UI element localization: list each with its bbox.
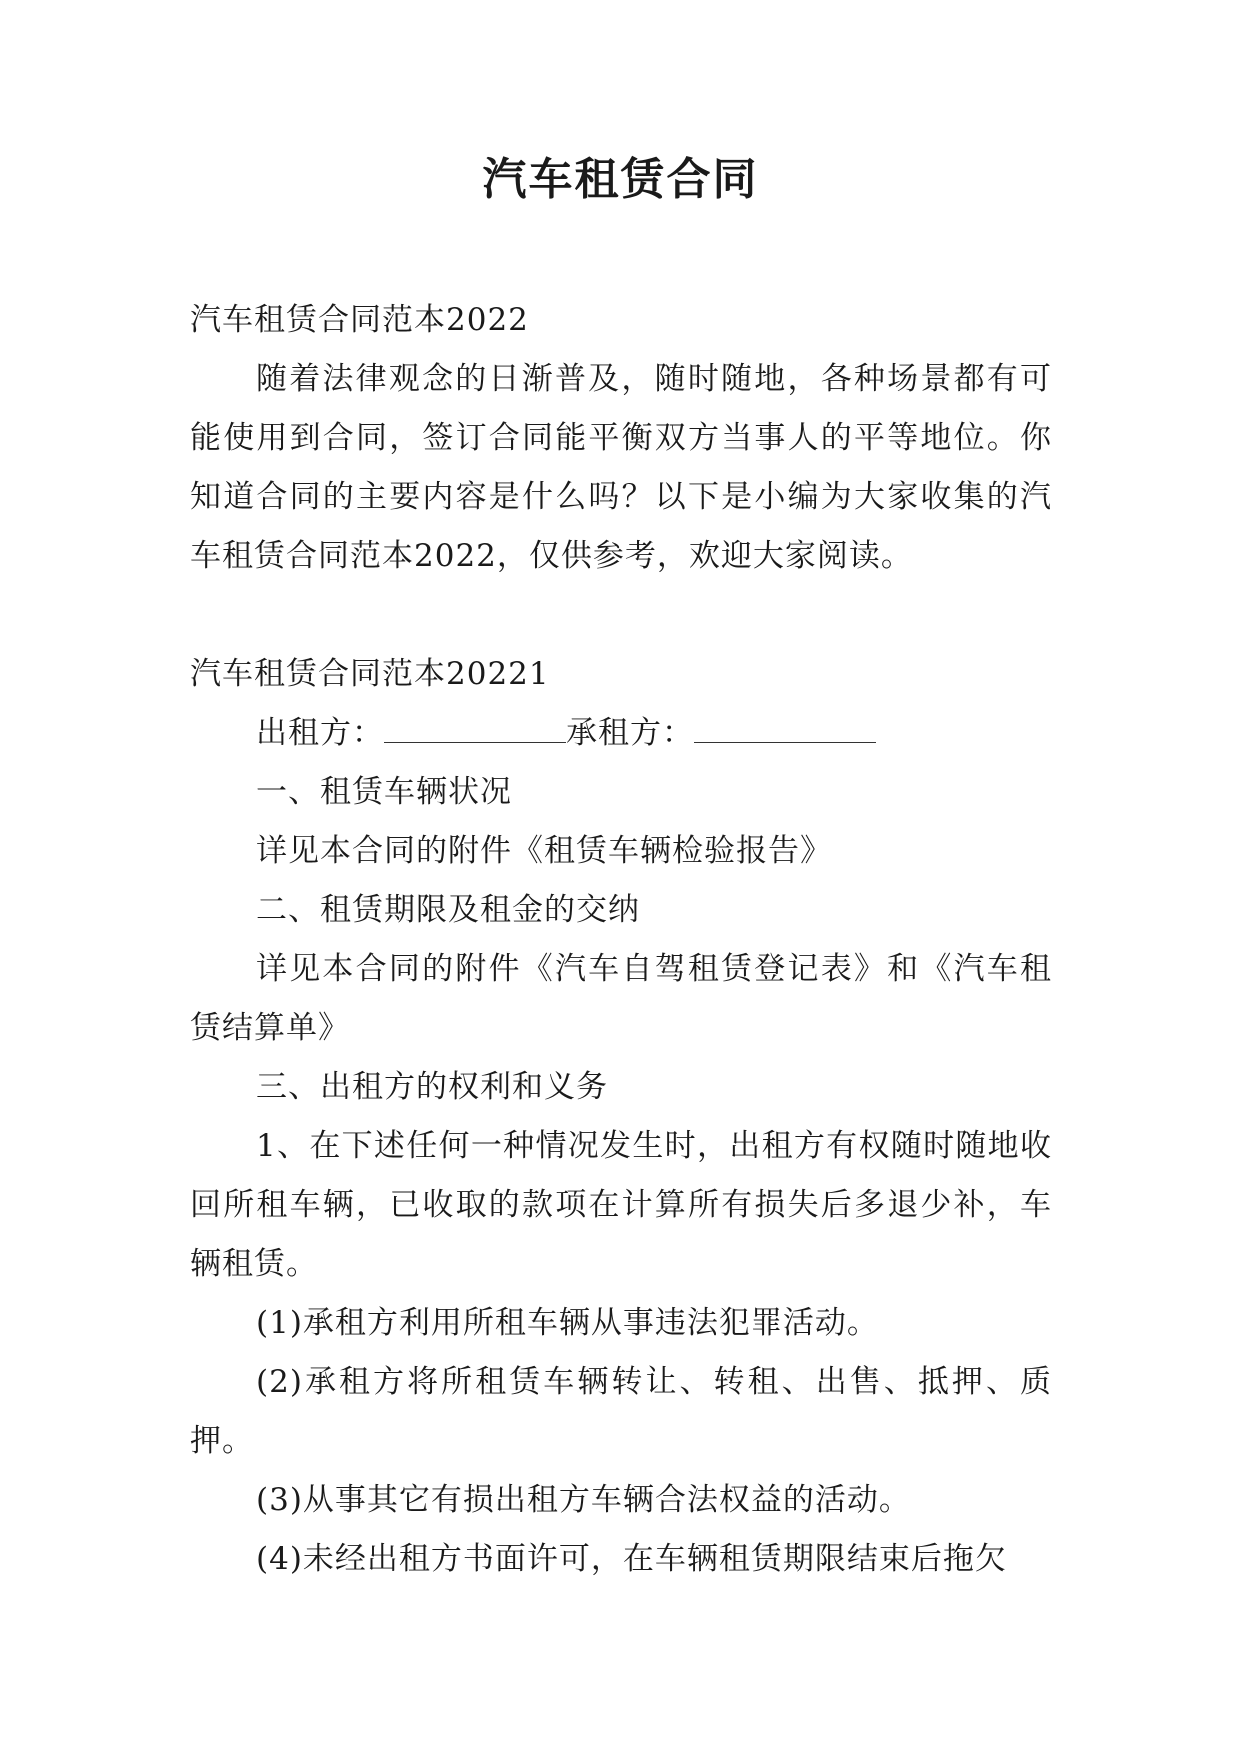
heading-contract-sample-1: 汽车租赁合同范本20221 [190,656,550,692]
lessee-blank [694,712,876,743]
section3-sub4: (4)未经出租方书面许可，在车辆租赁期限结束后拖欠 [256,1541,1007,1577]
heading-contract-sample: 汽车租赁合同范本2022 [190,302,529,338]
parties-line [190,704,1052,763]
lessor-label: 出租方： [256,715,384,751]
section3-sub2: (2)承租方将所租赁车辆转让、转租、出售、抵押、质押。 [190,1364,1052,1459]
section2-text: 详见本合同的附件《汽车自驾租赁登记表》和《汽车租赁结算单》 [190,951,1052,1046]
section3-title: 三、出租方的权利和义务 [256,1069,608,1105]
intro-paragraph: 随着法律观念的日渐普及，随时随地，各种场景都有可能使用到合同，签订合同能平衡双方当事人的平等地位。你知道合同的主要内容是什么吗？以下是小编为大家收集的汽车租赁合同范本2022，仅供参考，欢迎大家阅读。 [190,361,1052,574]
section2-title: 二、租赁期限及租金的交纳 [256,892,640,928]
document-body [190,291,1052,1589]
section3-sub3: (3)从事其它有损出租方车辆合法权益的活动。 [256,1482,911,1518]
lessee-label: 承租方： [566,715,694,751]
section3-sub1: (1)承租方利用所租车辆从事违法犯罪活动。 [256,1305,879,1341]
section3-item1: 1、在下述任何一种情况发生时，出租方有权随时随地收回所租车辆，已收取的款项在计算所有损失后多退少补，车辆租赁。 [190,1128,1052,1282]
section1-text: 详见本合同的附件《租赁车辆检验报告》 [256,833,832,869]
lessor-blank [384,712,566,743]
spacer [190,586,1052,645]
section1-title: 一、租赁车辆状况 [256,774,512,810]
document-title: 汽车租赁合同 [482,154,759,205]
